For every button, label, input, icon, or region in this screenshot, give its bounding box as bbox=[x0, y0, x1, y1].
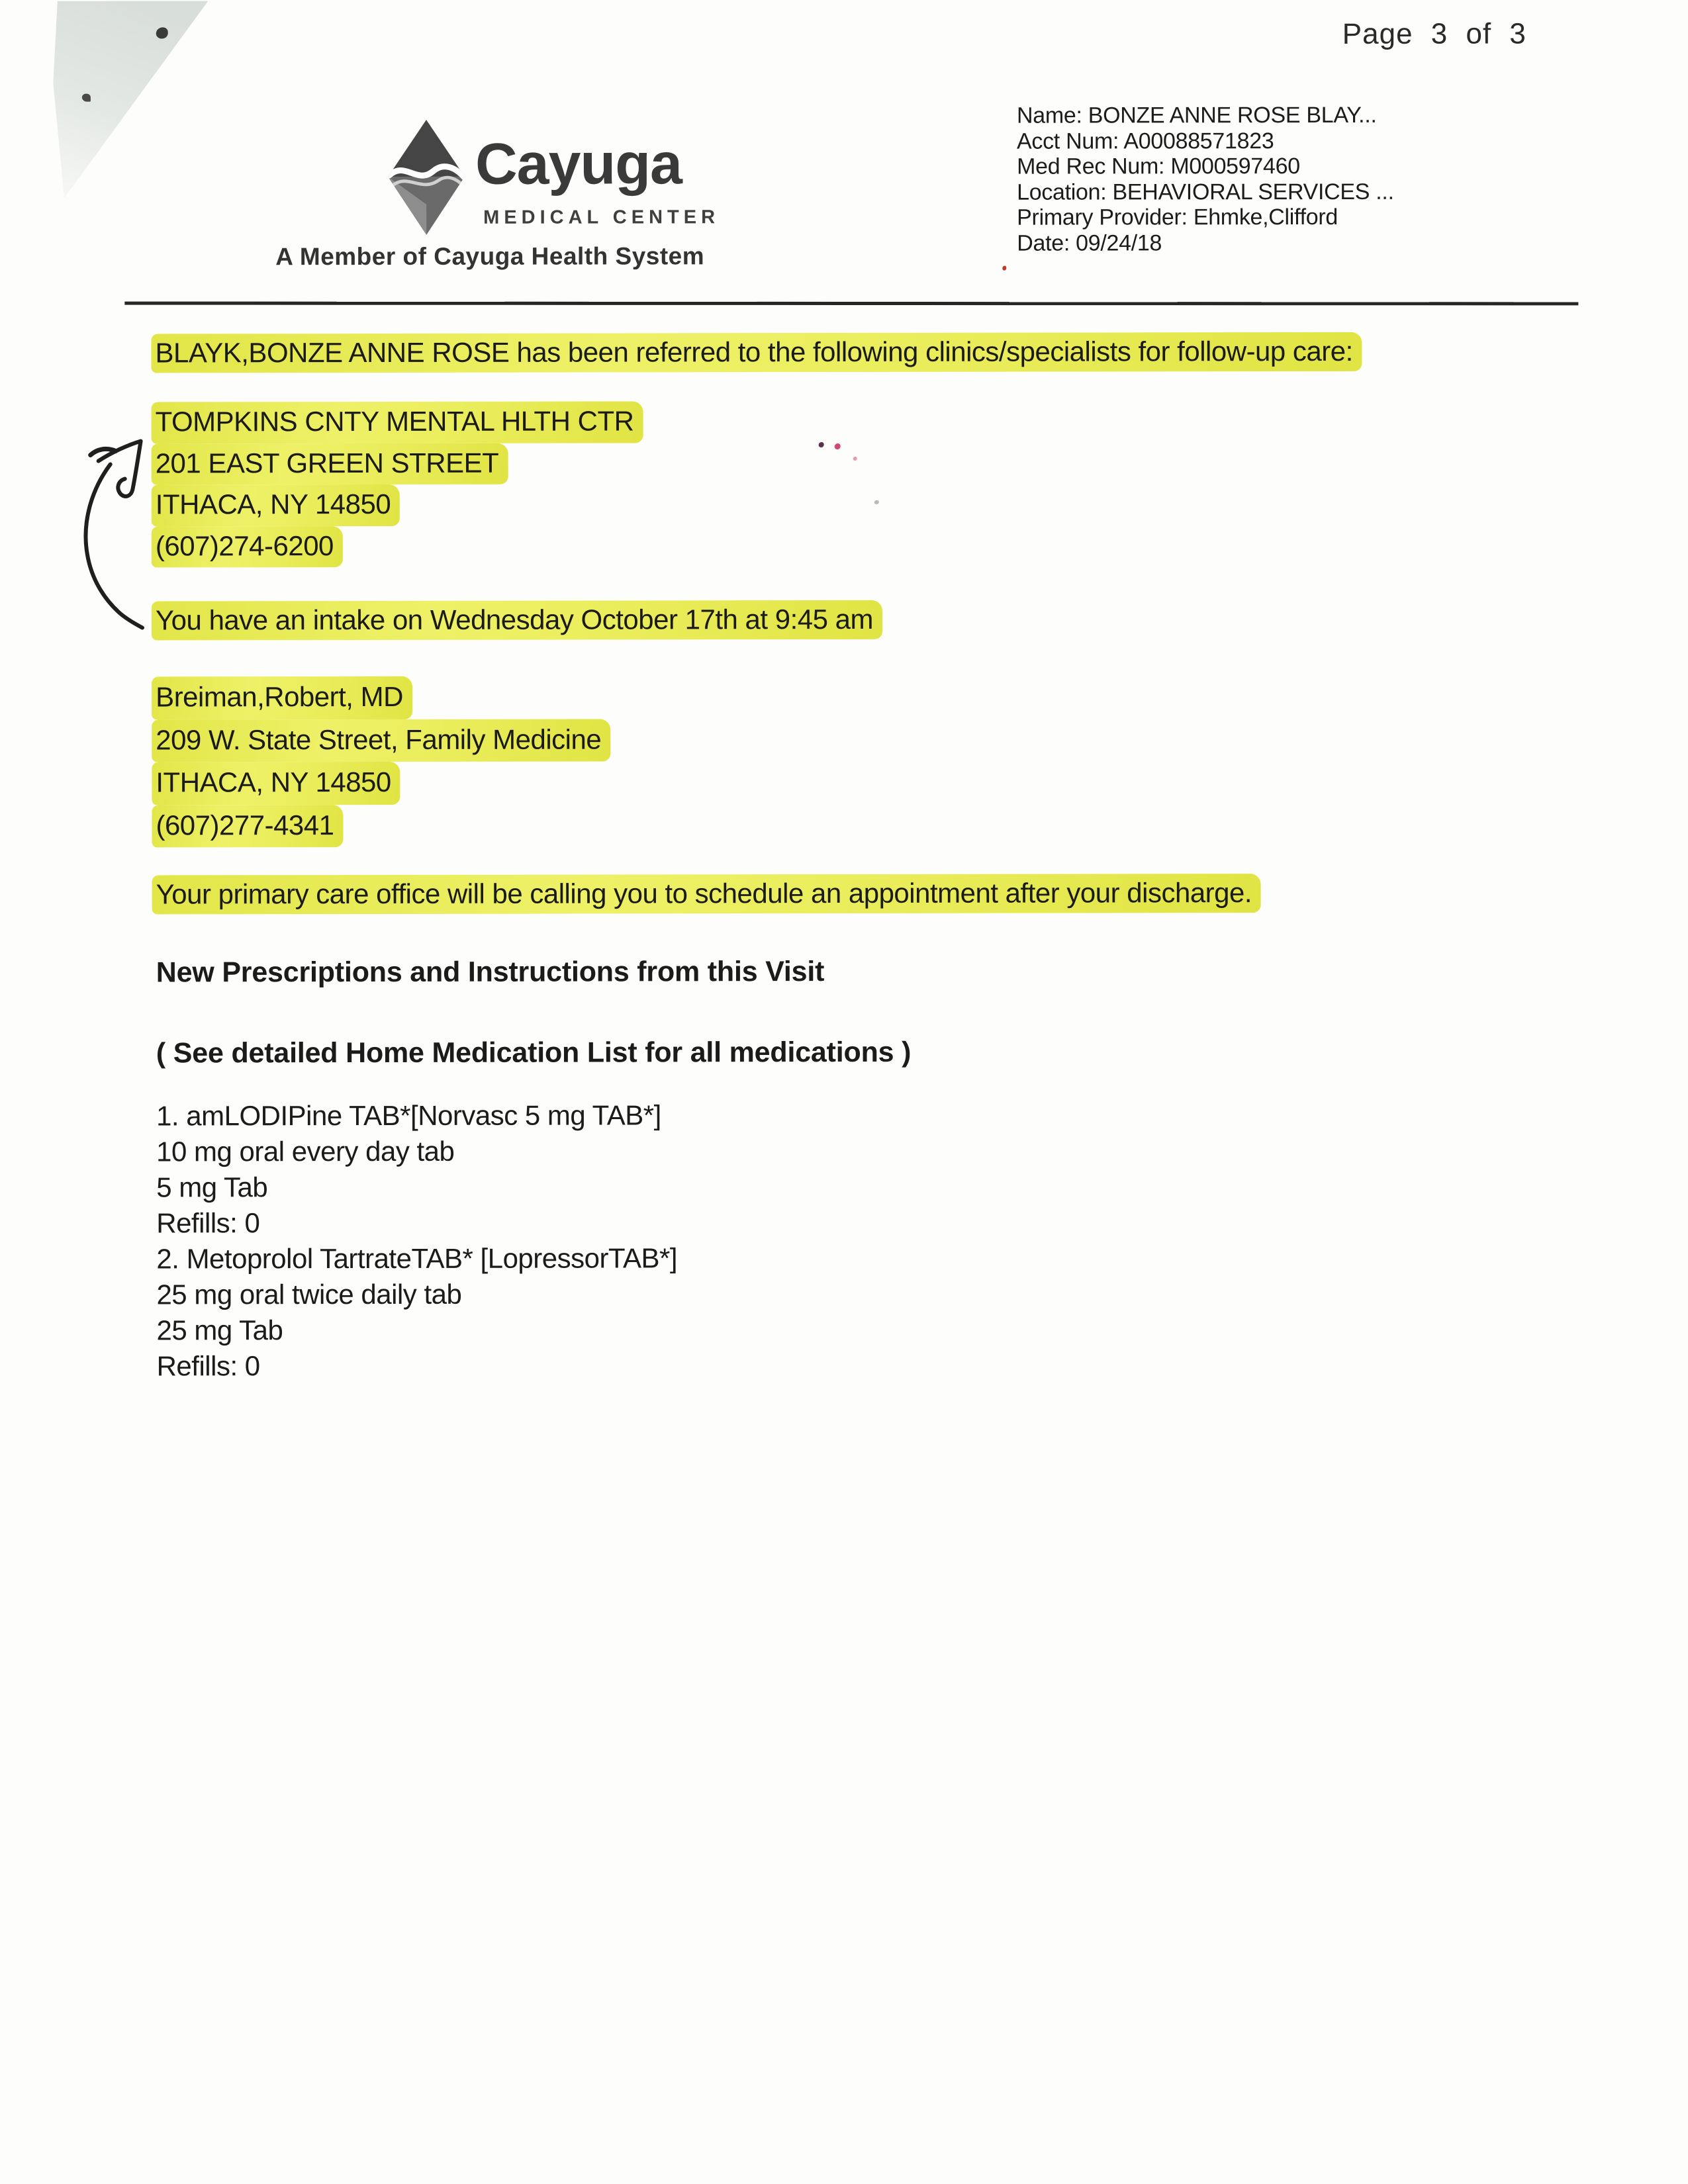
scan-speck bbox=[874, 500, 879, 504]
provider-phone: (607)277-4341 bbox=[152, 805, 343, 848]
scan-speck bbox=[82, 94, 91, 102]
cayuga-diamond-logo-icon bbox=[387, 118, 466, 236]
highlighted-text: Your primary care office will be calling you to schedule an appointment after your discharge. bbox=[152, 874, 1262, 914]
clinic-address-block bbox=[156, 401, 643, 567]
clinic-city: ITHACA, NY 14850 bbox=[152, 484, 400, 526]
intake-appointment-line bbox=[156, 604, 882, 637]
medication-entry-name: 2. Metoprolol TartrateTAB* [LopressorTAB*] bbox=[156, 1242, 678, 1275]
clinic-phone: (607)274-6200 bbox=[152, 526, 343, 568]
medication-list-note: ( See detailed Home Medication List for all medications ) bbox=[156, 1036, 912, 1069]
clinic-street: 201 EAST GREEN STREET bbox=[152, 443, 508, 484]
patient-primary-provider: Primary Provider: Ehmke,Clifford bbox=[1017, 204, 1338, 230]
patient-date: Date: 09/24/18 bbox=[1017, 230, 1162, 256]
header-divider bbox=[124, 302, 1578, 306]
scan-speck bbox=[853, 457, 857, 461]
page-number: Page 3 of 3 bbox=[1342, 17, 1526, 50]
medication-entry-name: 1. amLODIPine TAB*[Norvasc 5 mg TAB*] bbox=[156, 1099, 661, 1132]
scan-speck bbox=[835, 443, 841, 449]
medication-entry-strength: 5 mg Tab bbox=[156, 1171, 268, 1203]
highlighted-text: You have an intake on Wednesday October 17th at 9:45 am bbox=[152, 600, 882, 641]
patient-med-rec-num: Med Rec Num: M000597460 bbox=[1017, 154, 1300, 179]
logo-tagline: A Member of Cayuga Health System bbox=[275, 242, 705, 271]
highlighted-text: BLAYK,BONZE ANNE ROSE has been referred to the following clinics/specialists for follow-up care: bbox=[151, 332, 1362, 373]
pen-annotation-arrow-icon bbox=[66, 423, 165, 641]
scan-speck bbox=[156, 27, 168, 38]
patient-acct-num: Acct Num: A00088571823 bbox=[1016, 128, 1274, 154]
medication-entry-sig: 25 mg oral twice daily tab bbox=[156, 1278, 462, 1310]
scan-speck bbox=[819, 442, 824, 447]
medication-list bbox=[156, 1097, 677, 1384]
clinic-name: TOMPKINS CNTY MENTAL HLTH CTR bbox=[152, 401, 643, 443]
scan-speck bbox=[1002, 266, 1006, 271]
prescriptions-section-title: New Prescriptions and Instructions from this Visit bbox=[156, 956, 825, 989]
patient-info-block bbox=[1017, 103, 1394, 256]
referral-statement bbox=[155, 336, 1362, 369]
provider-street: 209 W. State Street, Family Medicine bbox=[152, 719, 610, 762]
primary-care-note bbox=[156, 877, 1262, 910]
medication-entry-refills: Refills: 0 bbox=[156, 1350, 260, 1382]
patient-name: Name: BONZE ANNE ROSE BLAY... bbox=[1016, 102, 1377, 128]
medication-entry-refills: Refills: 0 bbox=[156, 1207, 260, 1239]
medication-entry-strength: 25 mg Tab bbox=[156, 1314, 283, 1346]
provider-name: Breiman,Robert, MD bbox=[152, 676, 412, 719]
corner-scan-artifact bbox=[0, 1, 217, 206]
provider-address-block bbox=[156, 676, 610, 847]
patient-location: Location: BEHAVIORAL SERVICES ... bbox=[1017, 179, 1394, 205]
logo-name: Cayuga bbox=[475, 130, 682, 197]
provider-city: ITHACA, NY 14850 bbox=[152, 762, 400, 805]
medication-entry-sig: 10 mg oral every day tab bbox=[156, 1135, 455, 1167]
logo-subtitle: MEDICAL CENTER bbox=[483, 206, 720, 228]
